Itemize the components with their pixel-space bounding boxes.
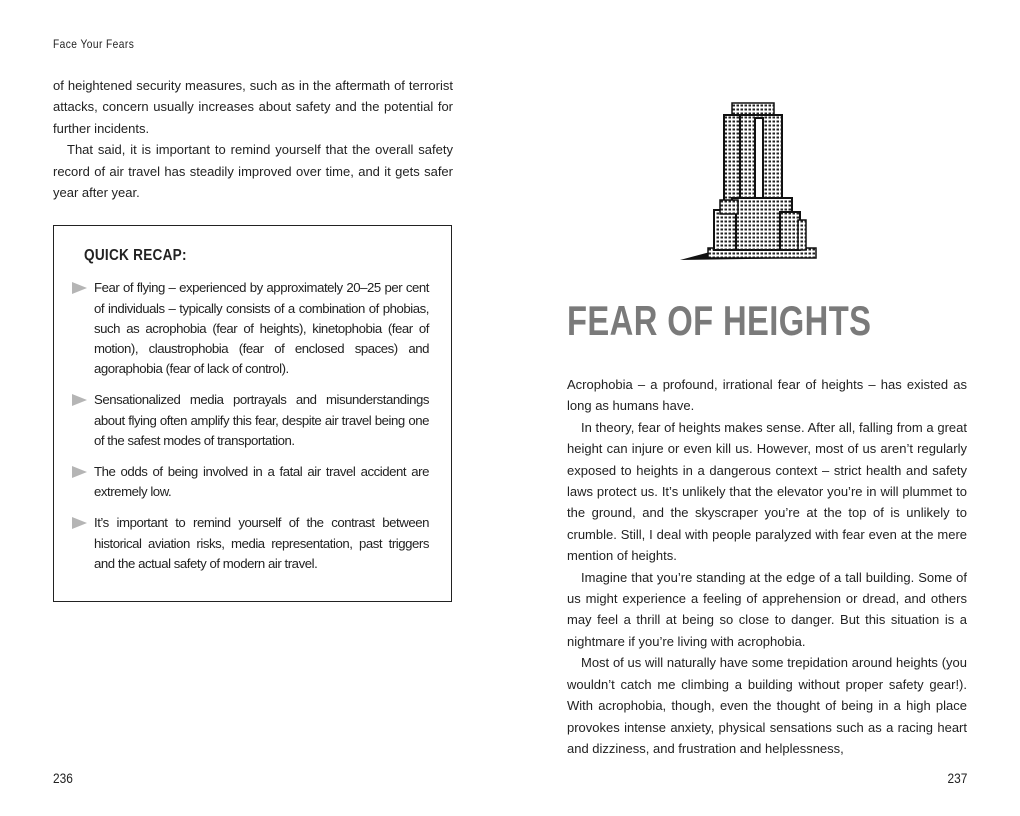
recap-item	[70, 278, 429, 379]
page-number-left: 236	[53, 770, 73, 786]
paragraph: That said, it is important to remind yourself that the overall safety record of air travel has steadily improved over time, and it gets safer year after year.	[53, 142, 453, 201]
recap-item	[70, 462, 429, 502]
paragraph: Acrophobia – a profound, irrational fear of heights – has existed as long as humans have.	[567, 377, 967, 414]
recap-list	[70, 278, 429, 574]
quick-recap-box	[53, 225, 452, 602]
triangle-bullet-icon	[72, 517, 87, 529]
triangle-bullet-icon	[72, 282, 87, 294]
paragraph: In theory, fear of heights makes sense. After all, falling from a great height can injure or even kill us. However, most of us aren’t regularly exposed to heights in a dangerous context – strict health and safety laws protect us. It’s unlikely that the elevator you’re in will plummet to the ground, and the skyscraper you’re at the top of is unlikely to crumble. Still, I deal with people paralyzed with fear even at the mere mention of heights.	[567, 419, 967, 564]
recap-item-text: The odds of being involved in a fatal air travel accident are extremely low.	[94, 464, 429, 500]
recap-title: QUICK RECAP:	[84, 247, 187, 265]
right-page-column	[567, 296, 967, 759]
recap-item	[70, 390, 429, 451]
triangle-bullet-icon	[72, 466, 87, 478]
left-page-column	[53, 75, 453, 602]
paragraph: Most of us will naturally have some trepidation around heights (you wouldn’t catch me climbing a building without proper safety gear!). With acrophobia, though, even the thought of being in a high place provokes intense anxiety, physical sensations such as a racing heart and dizziness, and frustration and helplessness,	[567, 655, 967, 756]
paragraph: of heightened security measures, such as in the aftermath of terrorist attacks, concern usually increases about safety and the potential for further incidents.	[53, 78, 453, 136]
chapter-title: FEAR OF HEIGHTS	[567, 297, 872, 344]
recap-item	[70, 513, 429, 574]
page-number-right: 237	[947, 770, 967, 786]
recap-item-text: Sensationalized media portrayals and misunderstandings about flying often amplify this fear, despite air travel being one of the safest modes of transportation.	[94, 392, 429, 448]
skyscraper-illustration	[680, 100, 820, 265]
left-body-text	[53, 75, 453, 203]
running-head: Face Your Fears	[53, 37, 135, 51]
paragraph: Imagine that you’re standing at the edge of a tall building. Some of us might experience a feeling of apprehension or dread, and others may feel a thrill at being so close to danger. But this situation is a nightmare if you’re living with acrophobia.	[567, 569, 967, 649]
right-body-text	[567, 374, 967, 759]
triangle-bullet-icon	[72, 394, 87, 406]
recap-item-text: It’s important to remind yourself of the contrast between historical aviation risks, media representation, past triggers and the actual safety of modern air travel.	[94, 515, 429, 571]
recap-item-text: Fear of flying – experienced by approximately 20–25 per cent of individuals – typically consists of a combination of phobias, such as acrophobia (fear of heights), kinetophobia (fear of motion), claustrophobia (fear of enclosed spaces) and agoraphobia (fear of lack of control).	[94, 280, 429, 377]
